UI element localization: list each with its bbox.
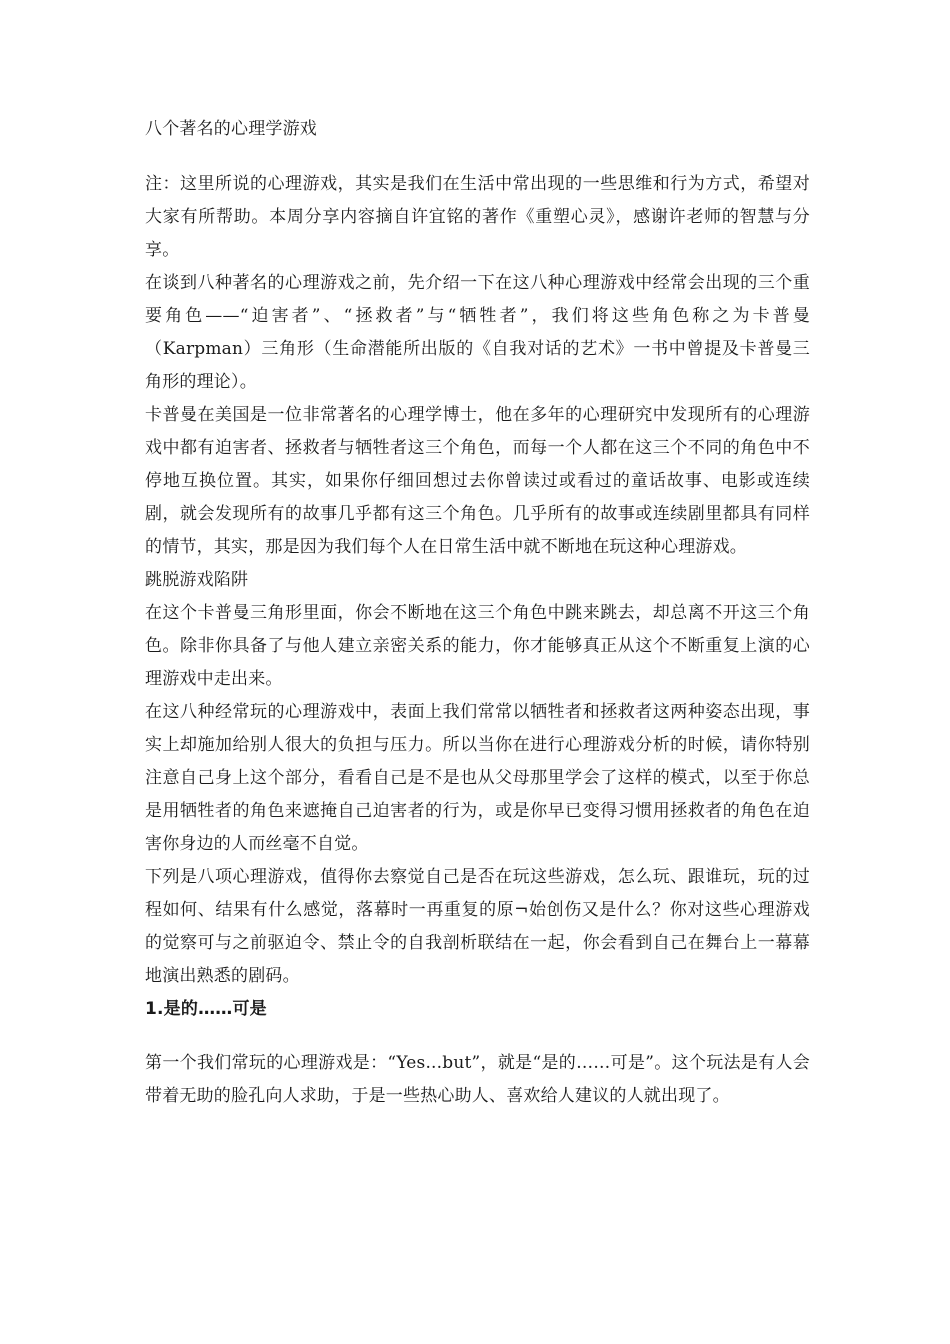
subheading: 跳脱游戏陷阱 [145, 570, 249, 590]
paragraph-note: 注：这里所说的心理游戏，其实是我们在生活中常出现的一些思维和行为方式，希望对大家有所帮助。本周分享内容摘自许宜铭的著作《重塑心灵》，感谢许老师的智慧与分享。 [145, 174, 810, 260]
paragraph-karpman-intro: 在谈到八种著名的心理游戏之前，先介绍一下在这八种心理游戏中经常会出现的三个重要角色——“迫害者”、“拯救者”与“牺牲者”，我们将这些角色称之为卡普曼（Karpman）三角形（生命潜能所出版的《自我对话的艺术》一书中曾提及卡普曼三角形的理论）。 [145, 273, 810, 392]
paragraph-karpman-roles: 卡普曼在美国是一位非常著名的心理学博士，他在多年的心理研究中发现所有的心理游戏中都有迫害者、拯救者与牺牲者这三个角色，而每一个人都在这三个不同的角色中不停地互换位置。其实，如果你仔细回想过去你曾读过或看过的童话故事、电影或连续剧，就会发现所有的故事几乎都有这三个角色。几乎所有的故事或连续剧里都具有同样的情节，其实，那是因为我们每个人在日常生活中就不断地在玩这种心理游戏。 [145, 405, 810, 557]
document-body [145, 113, 810, 1113]
document-title: 八个著名的心理学游戏 [145, 119, 317, 139]
paragraph-eight-games: 下列是八项心理游戏，值得你去察觉自己是否在玩这些游戏，怎么玩、跟谁玩，玩的过程如何、结果有什么感觉，落幕时一再重复的原¬始创伤又是什么？你对这些心理游戏的觉察可与之前驱迫令、禁止令的自我剖析联结在一起，你会看到自己在舞台上一幕幕地演出熟悉的剧码。 [145, 867, 810, 986]
paragraph-escape: 在这个卡普曼三角形里面，你会不断地在这三个角色中跳来跳去，却总离不开这三个角色。除非你具备了与他人建立亲密关系的能力，你才能够真正从这个不断重复上演的心理游戏中走出来。 [145, 603, 810, 689]
section-heading: 1.是的……可是 [145, 999, 267, 1019]
paragraph-yes-but: 第一个我们常玩的心理游戏是：“Yes...but”，就是“是的……可是”。这个玩法是有人会带着无助的脸孔向人求助，于是一些热心助人、喜欢给人建议的人就出现了。 [145, 1053, 810, 1106]
paragraph-roles-pressure: 在这八种经常玩的心理游戏中，表面上我们常常以牺牲者和拯救者这两种姿态出现，事实上却施加给别人很大的负担与压力。所以当你在进行心理游戏分析的时候，请你特别注意自己身上这个部分，看看自己是不是也从父母那里学会了这样的模式，以至于你总是用牺牲者的角色来遮掩自己迫害者的行为，或是你早已变得习惯用拯救者的角色在迫害你身边的人而丝毫不自觉。 [145, 702, 810, 854]
